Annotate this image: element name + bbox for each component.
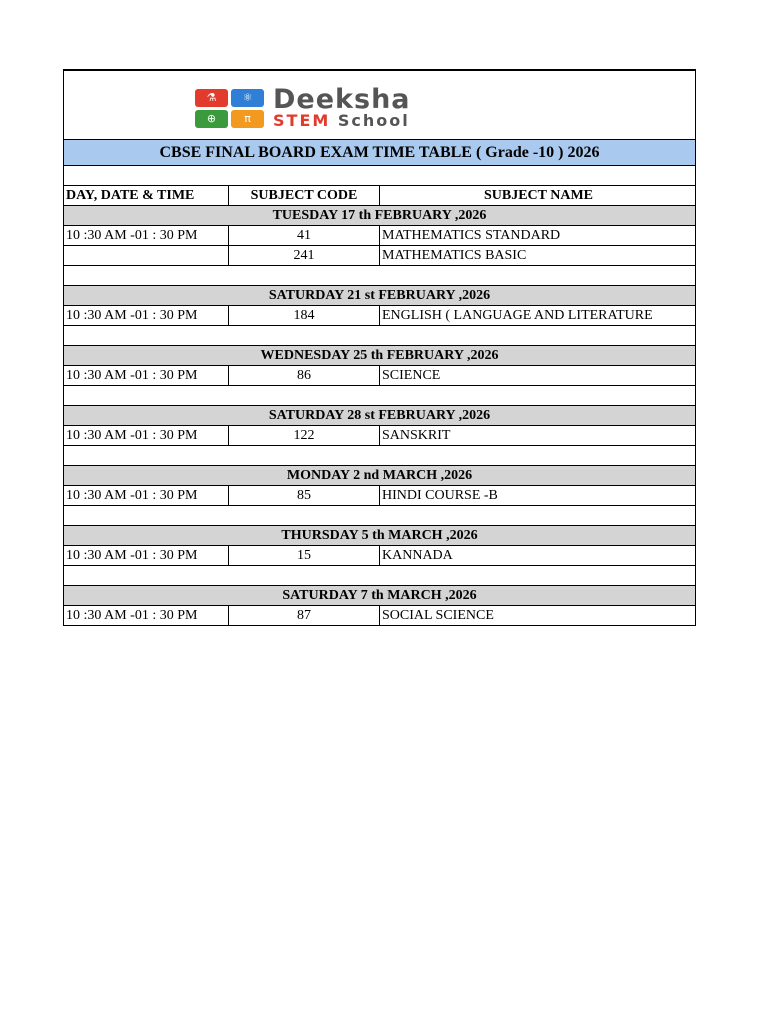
- subject-code: 86: [229, 366, 380, 385]
- subject-code: 241: [229, 246, 380, 265]
- day-label: TUESDAY 17 th FEBRUARY ,2026: [272, 208, 487, 223]
- logo-mark: [195, 89, 265, 129]
- exam-time: 10 :30 AM -01 : 30 PM: [64, 546, 229, 565]
- subject-code: 184: [229, 306, 380, 325]
- atom-icon: ⚛: [231, 89, 264, 107]
- exam-time: 10 :30 AM -01 : 30 PM: [64, 226, 229, 245]
- table-row: [64, 426, 695, 446]
- table-row: [64, 226, 695, 246]
- logo-cell: [64, 71, 695, 140]
- subject-name: MATHEMATICS STANDARD: [382, 228, 561, 243]
- day-label: SATURDAY 21 st FEBRUARY ,2026: [268, 288, 491, 303]
- day-label: THURSDAY 5 th MARCH ,2026: [281, 528, 478, 543]
- table-row: [64, 306, 695, 326]
- table-header: [64, 186, 695, 206]
- subject-code: 15: [229, 546, 380, 565]
- header-day-date-time: DAY, DATE & TIME: [64, 186, 229, 205]
- logo-brand: Deeksha: [273, 84, 411, 115]
- globe-icon: ⊕: [195, 110, 228, 128]
- logo-stem: STEM: [273, 111, 331, 130]
- day-row: [64, 586, 695, 606]
- spacer-row: [64, 386, 695, 406]
- day-label: SATURDAY 7 th MARCH ,2026: [282, 588, 477, 603]
- school-logo: [195, 84, 411, 130]
- page-title: CBSE FINAL BOARD EXAM TIME TABLE ( Grade -10 ) 2026: [64, 140, 695, 166]
- pi-icon: π: [231, 110, 264, 128]
- subject-name: SCIENCE: [382, 368, 441, 383]
- spacer-row: [64, 506, 695, 526]
- table-row: [64, 546, 695, 566]
- logo-subtitle: [273, 112, 411, 130]
- subject-name: SOCIAL SCIENCE: [382, 608, 494, 623]
- day-label: SATURDAY 28 st FEBRUARY ,2026: [268, 408, 491, 423]
- subject-code: 87: [229, 606, 380, 625]
- timetable-sheet: [63, 69, 696, 626]
- table-row: [64, 486, 695, 506]
- day-row: [64, 406, 695, 426]
- spacer-row: [64, 266, 695, 286]
- exam-time: 10 :30 AM -01 : 30 PM: [64, 486, 229, 505]
- subject-code: 85: [229, 486, 380, 505]
- spacer-row: [64, 446, 695, 466]
- day-row: [64, 466, 695, 486]
- day-label: MONDAY 2 nd MARCH ,2026: [286, 468, 473, 483]
- exam-time: 10 :30 AM -01 : 30 PM: [64, 366, 229, 385]
- subject-code: 41: [229, 226, 380, 245]
- logo-text: [273, 84, 411, 130]
- header-subject-name: SUBJECT NAME: [483, 188, 594, 203]
- subject-name: MATHEMATICS BASIC: [382, 248, 527, 263]
- table-row: [64, 606, 695, 625]
- day-row: [64, 286, 695, 306]
- table-row: [64, 366, 695, 386]
- spacer-row: [64, 326, 695, 346]
- day-row: [64, 526, 695, 546]
- exam-time: 10 :30 AM -01 : 30 PM: [64, 306, 229, 325]
- subject-name: ENGLISH ( LANGUAGE AND LITERATURE: [382, 308, 653, 323]
- header-subject-code: SUBJECT CODE: [229, 186, 380, 205]
- spacer-row: [64, 566, 695, 586]
- subject-code: 122: [229, 426, 380, 445]
- table-row: [64, 246, 695, 266]
- exam-time: 10 :30 AM -01 : 30 PM: [64, 606, 229, 625]
- day-label: WEDNESDAY 25 th FEBRUARY ,2026: [260, 348, 499, 363]
- logo-school: School: [337, 111, 410, 130]
- day-row: [64, 346, 695, 366]
- day-row: [64, 206, 695, 226]
- flask-icon: ⚗: [195, 89, 228, 107]
- subject-name: SANSKRIT: [382, 428, 451, 443]
- exam-time: 10 :30 AM -01 : 30 PM: [64, 426, 229, 445]
- spacer-row: [64, 166, 695, 186]
- exam-time: [64, 246, 229, 265]
- subject-name: HINDI COURSE -B: [382, 488, 498, 503]
- subject-name: KANNADA: [382, 548, 453, 563]
